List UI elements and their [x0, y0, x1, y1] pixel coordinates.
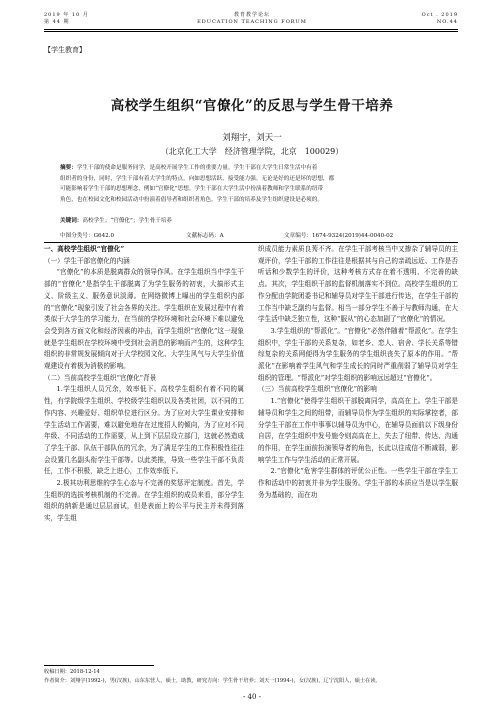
header-rule-thin — [44, 31, 458, 32]
header-rule — [44, 29, 458, 30]
clc-number: 中图分类号：G642.0 — [60, 233, 115, 239]
abstract — [60, 163, 442, 205]
left-column — [44, 244, 244, 525]
running-header-left: 2019 年 10 月 第 44 期 — [44, 12, 89, 25]
paragraph: （一）学生干部官僚化的内涵 — [44, 256, 130, 265]
footnotes — [44, 668, 458, 686]
running-header-journal: 教育教学论坛 EDUCATION TEACHING FORUM — [197, 12, 307, 25]
abstract-line: 组织者的身份，同时，学生干部有着大学生的特点，向如思想活跃、接受能力强。无论是好的还是坏的思想，都 — [60, 175, 335, 182]
running-header-right: Oct . 2019 NO.44 — [421, 12, 458, 25]
affiliation: （北京化工大学 经济管理学院，北京 100029） — [160, 147, 344, 156]
abstract-rule — [44, 242, 458, 243]
abstract-label: 摘要： — [60, 165, 77, 171]
paragraph: 2.“官僚化”危害学生群体的评优公正性。一些学生干部在学生工作和活动中的初衷并非为学生服务。学生干部的本质应当是以学生服务为基础的，而在功 — [258, 467, 458, 499]
page-number: - 40 - — [242, 693, 262, 701]
paragraph: 2.极其功利思维的学生心态与不完善的奖惩评定制度。首先，学生组织的选拔考核机制的不完善。在学生组织的成员来看，部分学生组织的纳新是通过层层面试，但是表面上的公平与民主并未得到落实，学生组 — [44, 479, 244, 523]
paragraph: （三）当前高校学生组织“官僚化”的影响 — [258, 385, 377, 394]
keywords — [60, 216, 442, 224]
section-tag: 【学生教育】 — [44, 46, 86, 54]
abstract-line: 学生干部的使命是服务同学，是高校开展学生工作的重要力量。学生干部在大学生日常生活中有着 — [76, 165, 318, 171]
author-info: 作者简介：刘翔宇(1992-)，男(汉族)，山东东营人，硕士，助教，研究方向：学生骨干培养；刘天一(1994-)，女(汉族)，辽宁沈阳人，硕士在读。 — [44, 678, 381, 684]
paragraph: 织成员能力素质良莠不齐。在学生干部考核当中又掺杂了辅导员的主观评价，学生干部的工作往往是根据其与自己的亲疏远近、工作是否听话和少数学生的评价，这种考核方式存在着不透明、不完善的缺点。其次，学生组织干部的监督机制落实不到位。高校学生组织的工作分配由学院团委书记和辅导员对学生干部进行传达，在学生干部的工作当中缺乏副约与监督。相当一部分学生不善于与教师沟通，在大学生活中缺乏独立性，这种“服从”的心态加剧了“官僚化”的情况。 — [258, 245, 458, 324]
paragraph: 1.“官僚化”使得学生组织干部脱离同学，高高在上。学生干部是辅导员和学生之间的纽带，而辅导员作为学生组织的实际掌控者，部分学生干部在工作中事事以辅导员为中心，在辅导员面前以下级身份自居，在学生组织中发号施令则高高在上，失去了纽带、传达、沟通的作用，在学生面前扮演领导者的角色，长此以往成信不断减弱，影响学生工作与学生活动的正常开展。 — [258, 397, 458, 464]
article-title: 高校学生组织“官僚化”的反思与学生骨干培养 — [110, 98, 394, 114]
section-heading: 一、高校学生组织“官僚化” — [44, 245, 125, 253]
keywords-text: 高校学生；“官僚化”；学生骨干培养 — [82, 218, 173, 224]
paragraph: “官僚化”的本质是脱离群众的领导作风。在学生组织当中学生干部的“官僚化”是指学生干部脱离了为学生服务的初衷，大搞形式主义、阶级主义、服务意识淡薄。在网络微博上曝出的学生组织内部的“官僚化”现象引发了社会各界的关注。学生组织在发展过程中有着类似于大学生的学习能力，在当前的学校环境和社会环境下难以避免会受到各方面文化和经济因素的冲击，而学生组织“官僚化”这一现象就是学生组织在学校环境中受到社会消息的影响而产生的，这种学生组织的非常规发展倾向对于大学校园文化、大学生风气与大学生价值观建设有着极为消极的影响。 — [44, 268, 244, 371]
authors: 刘翔宇，刘天一 — [222, 133, 282, 143]
paragraph: 3.学生组织的“帮派化”。“官僚化”必然伴随着“帮派化”。在学生组织中，学生干部的关系复杂，如老乡、恋人、宿舍、学长关系等错综复杂的关系网便得为学生服务的学生组织丧失了原本的作用。“帮派化”在影响着学生风气和学生成长的同时严重削弱了辅导员对学生组织的管理。“帮派化”对学生组织的影响远远超过“官僚化”。 — [258, 326, 458, 382]
document-code: 文献标志码：A — [186, 233, 224, 239]
right-column — [258, 244, 458, 501]
footnote-rule — [44, 665, 154, 666]
keywords-label: 关键词： — [60, 218, 83, 224]
abstract-line: 角色，也在校园文化和校园活动中扮演着倡导者和组织者角色。学生干部的培养及学生组织建设是必须的。 — [60, 196, 323, 203]
received-date: 收稿日期：2018-12-14 — [44, 669, 100, 675]
paragraph: （二）当前高校学生组织“官僚化”背景 — [44, 373, 157, 382]
paragraph: 1.学生组织人员冗余，效率低下。高校学生组织有着不同的属性，有学院级学生组织、学校级学生组织以及各类社团，以不同的工作内容、兴趣爱好、组织单位进行区分。为了应对大学生课业安排和学生活动工作需要，难以避免地存在过度招人的倾向，为了应对不同年级、不同活动的工作需要，从上到下层层设立部门，这就必然造成了学生干部、队伍干部队伍的冗余，为了满足学生的工作积极性往往会设置几名副头衔学生干部等。以此类推，导致一些学生干部不负责任，工作不积极，缺乏上进心，工作效率低下。 — [44, 385, 244, 476]
abstract-line: 可能影响着学生干部的思想理念，例如“官僚化”思想。学生干部在大学生活中扮演着教师和学生联系的纽带 — [60, 186, 324, 192]
article-number: 文章编号：1674-9324(2019)44-0040-02 — [284, 233, 394, 239]
